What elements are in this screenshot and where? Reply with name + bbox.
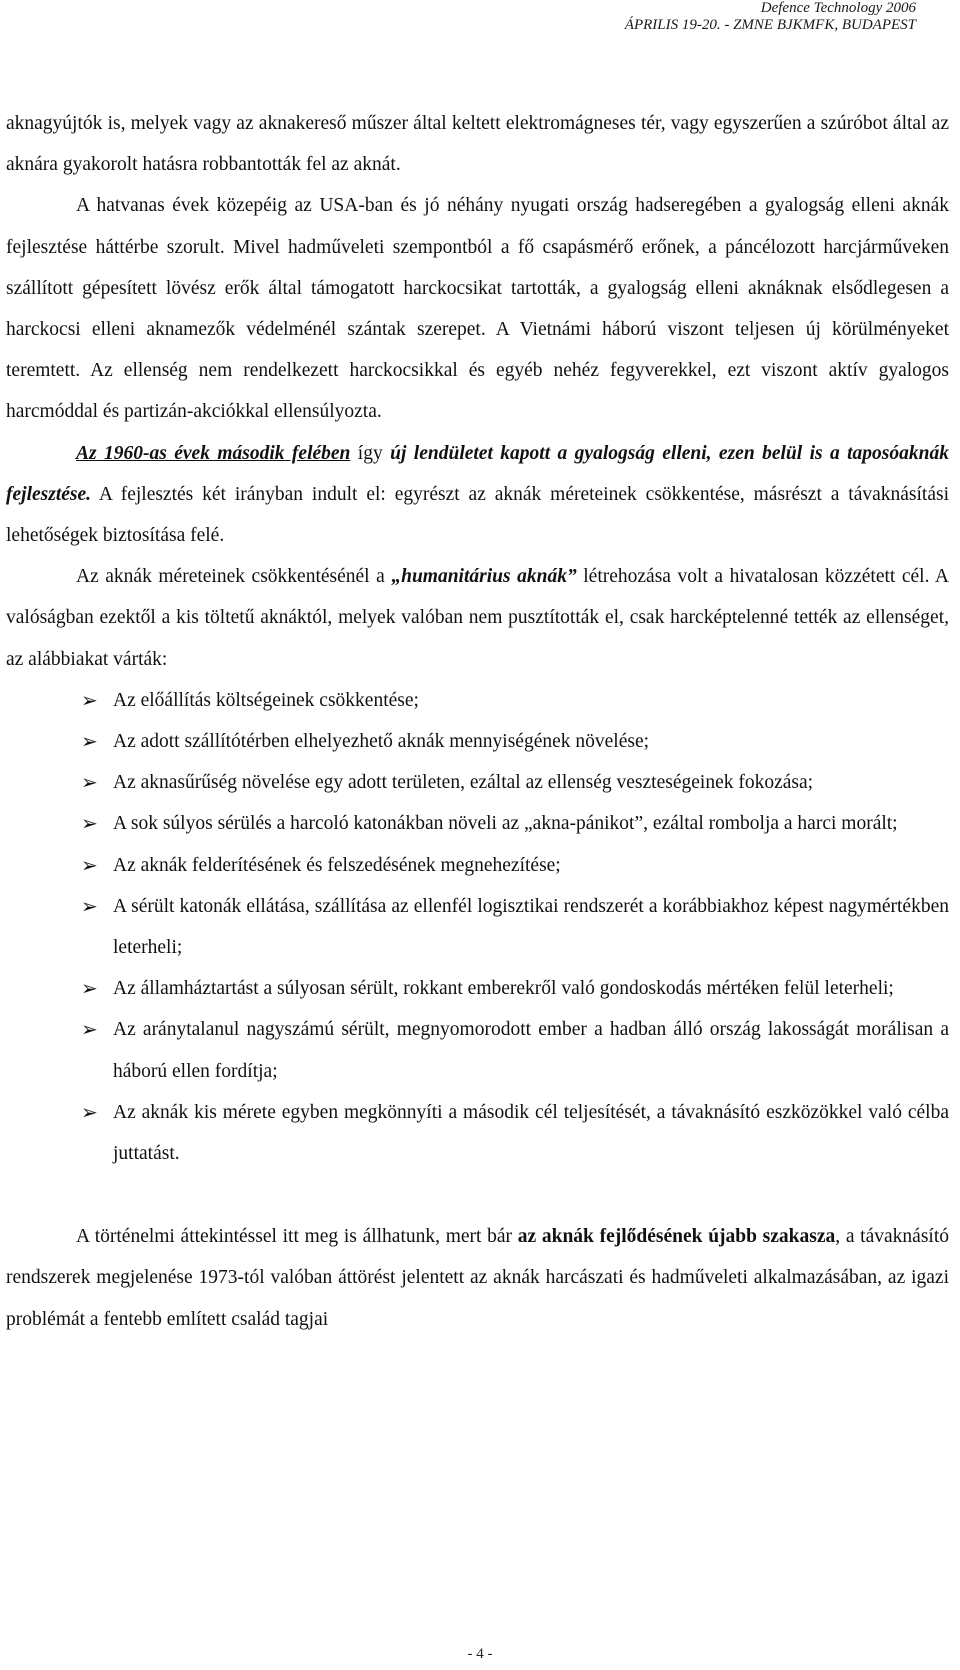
list-item: ➢ A sok súlyos sérülés a harcoló katonákban növeli az „akna-pánikot”, ezáltal rombolja a harci morált; bbox=[6, 803, 949, 844]
arrow-bullet-icon: ➢ bbox=[81, 893, 98, 918]
list-item: ➢ A sérült katonák ellátása, szállítása az ellenfél logisztikai rendszerét a korábbiakhoz képest nagymértékben leterheli; bbox=[6, 886, 949, 968]
list-item: ➢ Az aknasűrűség növelése egy adott területen, ezáltal az ellenség veszteségeinek fokozása; bbox=[6, 762, 949, 803]
arrow-bullet-icon: ➢ bbox=[81, 729, 98, 754]
conference-date-location: ÁPRILIS 19-20. - ZMNE BJKMFK, BUDAPEST bbox=[624, 17, 916, 33]
list-item: ➢ Az aknák kis mérete egyben megkönnyíti a második cél teljesítését, a távaknásító eszközökkel való célba juttatást. bbox=[6, 1092, 949, 1174]
list-item: ➢ Az aránytalanul nagyszámú sérült, megnyomorodott ember a hadban álló ország lakosságát morálisan a háború ellen fordítja; bbox=[6, 1009, 949, 1091]
arrow-bullet-icon: ➢ bbox=[81, 770, 98, 795]
arrow-bullet-icon: ➢ bbox=[81, 976, 98, 1001]
arrow-bullet-icon: ➢ bbox=[81, 687, 98, 712]
emphasis-period: Az 1960-as évek második felében bbox=[76, 442, 351, 464]
list-item: ➢ Az államháztartást a súlyosan sérült, rokkant emberekről való gondoskodás mértéken felül leterheli; bbox=[6, 968, 949, 1009]
paragraph-continuation: aknagyújtók is, melyek vagy az aknakereső műszer által keltett elektromágneses tér, vagy egyszerűen a szúróbot által az aknára gyakorolt hatásra robbantották fel az aknát. bbox=[6, 113, 949, 176]
list-item: ➢ Az adott szállítótérben elhelyezhető aknák mennyiségének növelése; bbox=[6, 721, 949, 762]
page-number: - 4 - bbox=[467, 1646, 493, 1662]
list-item: ➢ Az előállítás költségeinek csökkentése; bbox=[6, 680, 949, 721]
arrow-bullet-icon: ➢ bbox=[81, 811, 98, 836]
paragraph-conclusion: A történelmi áttekintéssel itt meg is állhatunk, mert bár az aknák fejlődésének újabb szakasza, a távaknásító rendszerek megjelenése 1973-tól valóban áttörést jelentett az aknák harcászati és hadműveleti alkalmazásában, az igazi problémát a fentebb említett család tagjai bbox=[6, 1226, 949, 1330]
arrow-bullet-icon: ➢ bbox=[81, 1099, 98, 1124]
expectations-list bbox=[6, 680, 949, 1174]
emphasis-humanitarian-mines: „humanitárius aknák” bbox=[391, 566, 577, 588]
list-item: ➢ Az aknák felderítésének és felszedésének megnehezítése; bbox=[6, 845, 949, 886]
paragraph-history: A hatvanas évek közepéig az USA-ban és jó néhány nyugati ország hadseregében a gyalogság elleni aknák fejlesztése háttérbe szorult. Mivel hadműveleti szempontból a fő csapásmérő erőnek, a páncélozott harcjárműveken szállított gépesített lövész erők által támogatott harckocsikat tartották, a gyalogság elleni aknáknak elsődlegesen a harckocsi elleni aknamezők védelménél szántak szerepet. A Vietnámi háború viszont teljesen új körülményeket teremtett. Az ellenség nem rendelkezett harckocsikkal és egyéb nehéz fegyverekkel, ezt viszont aktív gyalogos harcmóddal és partizán-akciókkal ellensúlyozta. bbox=[6, 195, 949, 423]
document-body bbox=[6, 103, 949, 1340]
arrow-bullet-icon: ➢ bbox=[81, 852, 98, 877]
emphasis-new-momentum: új lendületet kapott a gyalogság elleni, ezen belül is a taposóaknák fejlesztése. bbox=[6, 442, 949, 505]
arrow-bullet-icon: ➢ bbox=[81, 1017, 98, 1042]
conference-header bbox=[625, 0, 916, 34]
emphasis-new-stage: az aknák fejlődésének újabb szakasza bbox=[517, 1226, 836, 1248]
conference-title: Defence Technology 2006 bbox=[760, 0, 916, 16]
paragraph-development: Az 1960-as évek második felében így új lendületet kapott a gyalogság elleni, ezen belül is a taposóaknák fejlesztése. A fejlesztés két irányban indult el: egyrészt az aknák méreteinek csökkentése, másrészt a távaknásítási lehetőségek biztosítása felé. bbox=[6, 442, 949, 547]
paragraph-humanitarian: Az aknák méreteinek csökkentésénél a „humanitárius aknák” létrehozása volt a hivatalosan közzétett cél. A valóságban ezektől a kis töltetű aknáktól, melyek valóban nem pusztították el, csak harcképtelenné tették az ellenséget, az alábbiakat várták: bbox=[6, 566, 950, 670]
